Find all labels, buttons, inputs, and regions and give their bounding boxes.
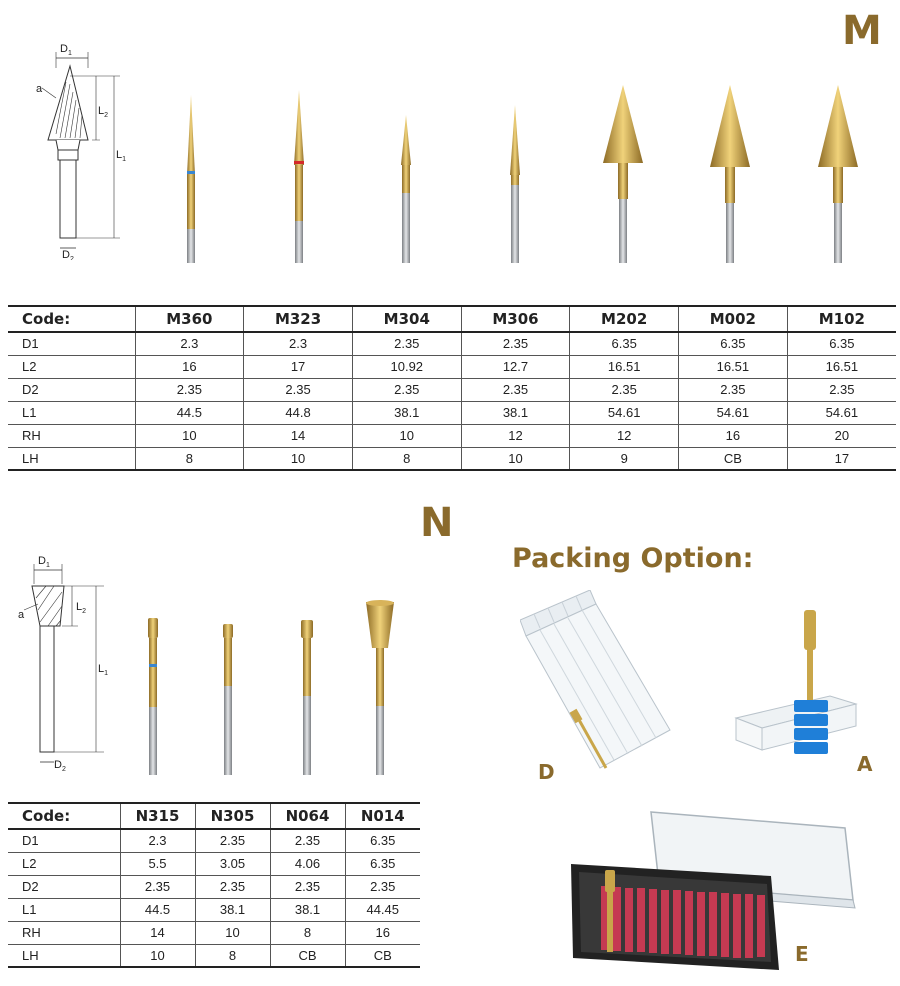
table-cell: 10	[244, 447, 353, 470]
table-cell: 54.61	[787, 401, 896, 424]
m-header-m360: M360	[135, 306, 244, 332]
table-cell: 12	[570, 424, 679, 447]
table-cell: 2.35	[461, 332, 570, 355]
table-cell: 44.8	[244, 401, 353, 424]
table-cell: 16	[345, 921, 420, 944]
table-row	[8, 401, 896, 424]
row-label: RH	[8, 424, 135, 447]
n-d1-label: $D_1$	[38, 555, 50, 569]
table-cell: 16	[135, 355, 244, 378]
table-cell: 16.51	[570, 355, 679, 378]
m-header-m304: M304	[352, 306, 461, 332]
table-cell: 3.05	[195, 852, 270, 875]
table-cell: 44.5	[135, 401, 244, 424]
table-cell: 5.5	[120, 852, 195, 875]
table-cell: 2.35	[270, 829, 345, 852]
table-row	[8, 852, 420, 875]
table-cell: 38.1	[195, 898, 270, 921]
table-cell: 12	[461, 424, 570, 447]
table-cell: 17	[787, 447, 896, 470]
n-angle-label: a	[18, 609, 25, 621]
table-cell: 2.35	[461, 378, 570, 401]
table-cell: 14	[120, 921, 195, 944]
table-cell: 6.35	[345, 852, 420, 875]
m102-bit-image	[818, 85, 858, 263]
n-l2-label: $L_2$	[76, 601, 87, 615]
table-cell: CB	[679, 447, 788, 470]
row-label: D1	[8, 332, 135, 355]
m304-bit-image	[401, 115, 411, 263]
table-cell: 54.61	[679, 401, 788, 424]
m-product-photos	[170, 85, 860, 265]
table-row	[8, 875, 420, 898]
n-spec-table	[8, 802, 420, 968]
m-d2-label: $D_2$	[62, 249, 74, 260]
table-cell: 6.35	[787, 332, 896, 355]
table-cell: 6.35	[345, 829, 420, 852]
table-cell: 2.35	[570, 378, 679, 401]
row-label: D2	[8, 378, 135, 401]
table-cell: 44.5	[120, 898, 195, 921]
table-cell: 38.1	[461, 401, 570, 424]
m-header-m306: M306	[461, 306, 570, 332]
table-cell: 17	[244, 355, 353, 378]
table-cell: 2.35	[195, 875, 270, 898]
table-cell: 6.35	[679, 332, 788, 355]
table-cell: 10	[352, 424, 461, 447]
table-cell: 2.35	[244, 378, 353, 401]
m-header-m202: M202	[570, 306, 679, 332]
table-cell: 8	[195, 944, 270, 967]
table-cell: 2.35	[679, 378, 788, 401]
table-cell: 20	[787, 424, 896, 447]
n-d2-label: $D_2$	[54, 759, 66, 773]
packing-a-label: A	[857, 752, 873, 776]
table-row	[8, 921, 420, 944]
table-cell: 9	[570, 447, 679, 470]
table-cell: 2.35	[345, 875, 420, 898]
n315-bit-image	[148, 618, 158, 775]
table-cell: 10	[120, 944, 195, 967]
m323-bit-image	[294, 90, 304, 263]
n-product-photos	[140, 598, 400, 778]
table-cell: 16.51	[787, 355, 896, 378]
table-cell: 2.35	[352, 378, 461, 401]
row-label: LH	[8, 447, 135, 470]
table-cell: 10.92	[352, 355, 461, 378]
m-header-m002: M002	[679, 306, 788, 332]
section-m-letter: M	[842, 8, 882, 54]
m360-bit-image	[187, 95, 195, 263]
m306-bit-image	[510, 105, 520, 263]
table-cell: 2.35	[352, 332, 461, 355]
row-label: L2	[8, 852, 120, 875]
table-cell: 38.1	[352, 401, 461, 424]
m-spec-table	[8, 305, 896, 471]
row-label: L1	[8, 401, 135, 424]
m-l2-label: $L_2$	[98, 105, 109, 119]
table-cell: 2.35	[135, 378, 244, 401]
table-cell: 2.35	[195, 829, 270, 852]
table-cell: 8	[270, 921, 345, 944]
table-row	[8, 829, 420, 852]
row-label: L2	[8, 355, 135, 378]
section-n-letter: N	[420, 500, 454, 546]
n-header-code: Code:	[8, 803, 120, 829]
n-dimension-diagram	[10, 548, 110, 776]
table-cell: 10	[461, 447, 570, 470]
table-cell: 2.3	[120, 829, 195, 852]
m002-bit-image	[710, 85, 750, 263]
row-label: L1	[8, 898, 120, 921]
table-row	[8, 944, 420, 967]
table-cell: 2.3	[244, 332, 353, 355]
packing-e-image	[565, 808, 860, 978]
n-header-n315: N315	[120, 803, 195, 829]
table-cell: 38.1	[270, 898, 345, 921]
table-cell: 2.35	[270, 875, 345, 898]
row-label: LH	[8, 944, 120, 967]
m-header-code: Code:	[8, 306, 135, 332]
table-row	[8, 898, 420, 921]
table-row	[8, 332, 896, 355]
table-row	[8, 447, 896, 470]
table-cell: 4.06	[270, 852, 345, 875]
table-cell: 44.45	[345, 898, 420, 921]
table-cell: CB	[345, 944, 420, 967]
n-header-n305: N305	[195, 803, 270, 829]
table-cell: 16.51	[679, 355, 788, 378]
table-cell: 2.35	[787, 378, 896, 401]
packing-a-image	[730, 600, 865, 765]
table-cell: 10	[195, 921, 270, 944]
n-table-header-row	[8, 803, 420, 829]
table-cell: 8	[135, 447, 244, 470]
n-l1-label: $L_1$	[98, 663, 109, 677]
table-cell: 10	[135, 424, 244, 447]
m-angle-label: a	[36, 83, 43, 95]
row-label: RH	[8, 921, 120, 944]
table-cell: 2.3	[135, 332, 244, 355]
table-cell: CB	[270, 944, 345, 967]
table-cell: 2.35	[120, 875, 195, 898]
packing-e-label: E	[795, 942, 809, 966]
row-label: D1	[8, 829, 120, 852]
table-cell: 12.7	[461, 355, 570, 378]
m-dimension-diagram	[30, 38, 130, 260]
table-row	[8, 378, 896, 401]
n014-bit-image	[366, 600, 394, 775]
table-cell: 54.61	[570, 401, 679, 424]
m-header-m323: M323	[244, 306, 353, 332]
m202-bit-image	[603, 85, 643, 263]
table-cell: 16	[679, 424, 788, 447]
table-cell: 8	[352, 447, 461, 470]
m-d1-label: $D_1$	[60, 43, 72, 57]
table-cell: 14	[244, 424, 353, 447]
m-header-m102: M102	[787, 306, 896, 332]
n-header-n014: N014	[345, 803, 420, 829]
row-label: D2	[8, 875, 120, 898]
packing-title: Packing Option:	[512, 543, 754, 574]
m-l1-label: $L_1$	[116, 149, 127, 163]
packing-d-image	[520, 590, 680, 770]
table-row	[8, 424, 896, 447]
packing-d-label: D	[538, 760, 555, 784]
n064-bit-image	[301, 620, 313, 775]
m-table-header-row	[8, 306, 896, 332]
table-cell: 6.35	[570, 332, 679, 355]
n-header-n064: N064	[270, 803, 345, 829]
table-row	[8, 355, 896, 378]
n305-bit-image	[223, 624, 233, 775]
